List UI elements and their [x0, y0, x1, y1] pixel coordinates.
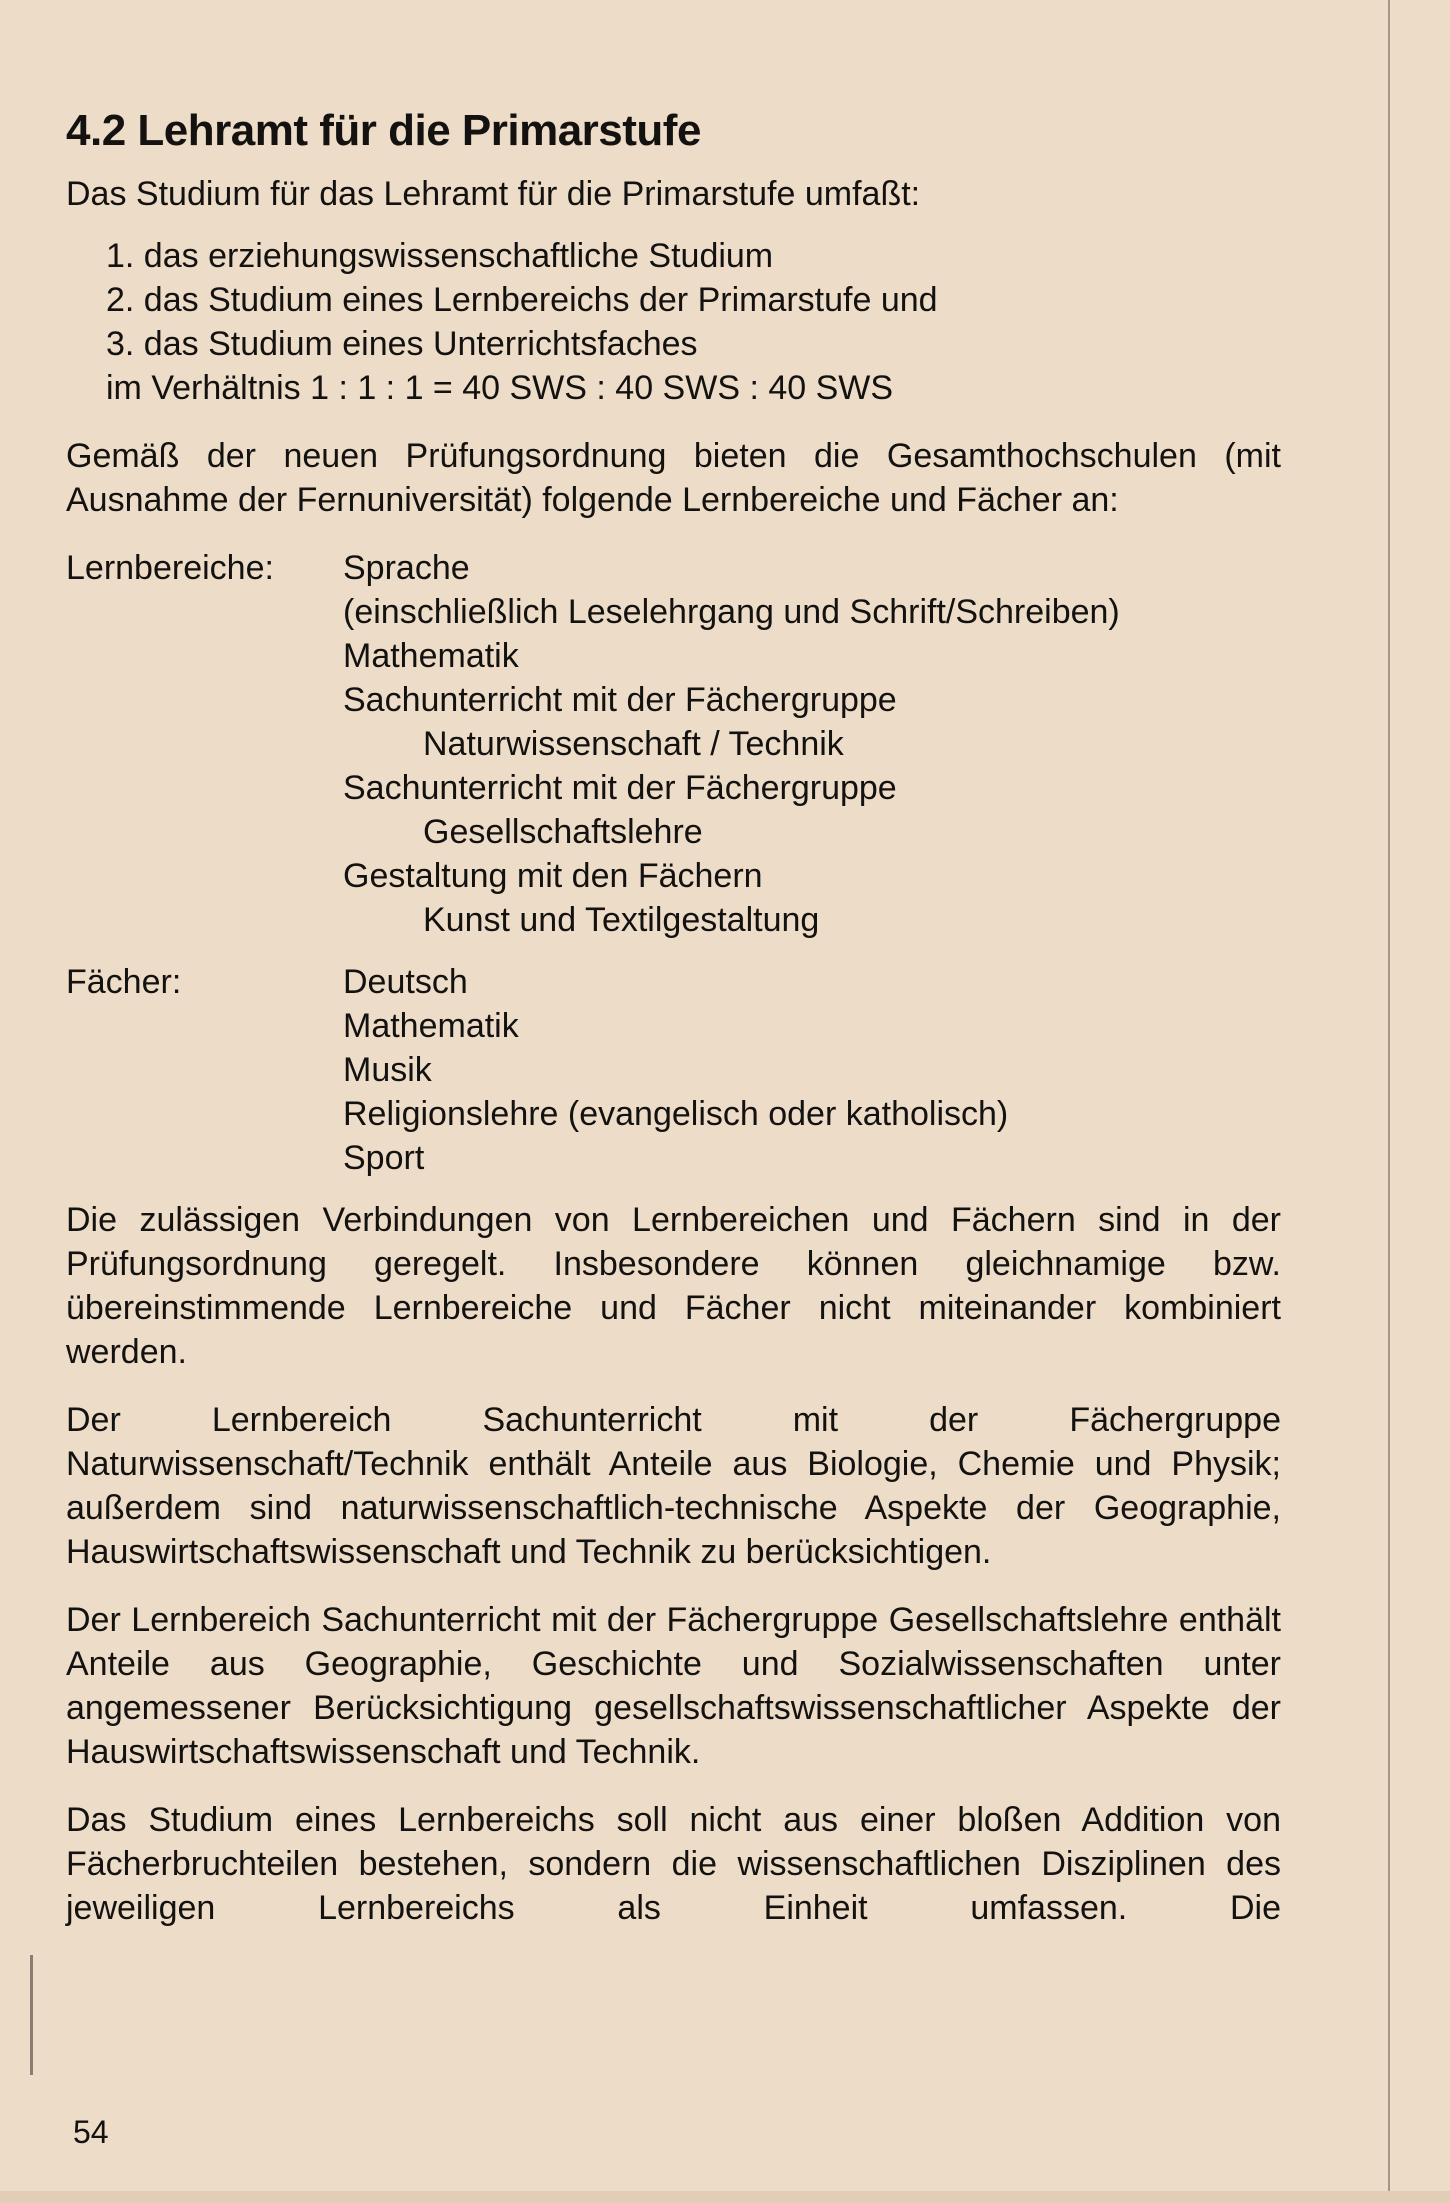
- fach-item: Sport: [343, 1139, 425, 1177]
- lernbereich-item: Sachunterricht mit der Fächergruppe: [343, 681, 897, 719]
- lernbereiche-label: Lernbereiche:: [66, 549, 274, 587]
- ratio-line: im Verhältnis 1 : 1 : 1 = 40 SWS : 40 SWS : 40 SWS: [106, 369, 894, 407]
- page-content: [66, 106, 1281, 1954]
- list-item: 2. das Studium eines Lernbereichs der Primarstufe und: [106, 281, 938, 319]
- page-number: 54: [73, 2114, 109, 2150]
- lernbereich-item: Gestaltung mit den Fächern: [343, 857, 763, 895]
- body-paragraph: Der Lernbereich Sachunterricht mit der Fächergruppe Gesellschaftslehre enthält Anteile aus Geographie, Geschichte und Sozialwissenschaften unter angemessener Berücksichtigung gesellschaftswissenschaftlicher Aspekte der Hauswirtschaftswissenschaft und Technik.: [66, 1601, 1281, 1771]
- binding-mark: [30, 1955, 33, 2075]
- lernbereich-item: (einschließlich Leselehrgang und Schrift/Schreiben): [343, 593, 1120, 631]
- fach-item: Deutsch: [343, 963, 468, 1001]
- page-bottom-edge: [0, 2191, 1450, 2203]
- body-paragraph: Die zulässigen Verbindungen von Lernbereichen und Fächern sind in der Prüfungsordnung geregelt. Insbesondere können gleichnamige bzw. übereinstimmende Lernbereiche und Fächer nicht miteinander kombiniert werden.: [66, 1201, 1281, 1371]
- lernbereich-subitem: Gesellschaftslehre: [423, 813, 703, 851]
- list-item: 3. das Studium eines Unterrichtsfaches: [106, 325, 698, 363]
- fach-item: Religionslehre (evangelisch oder katholisch): [343, 1095, 1009, 1133]
- lernbereich-subitem: Naturwissenschaft / Technik: [423, 725, 844, 763]
- faecher-items: [343, 960, 1281, 1180]
- offer-paragraph: Gemäß der neuen Prüfungsordnung bieten die Gesamthochschulen (mit Ausnahme der Fernuniversität) folgende Lernbereiche und Fächer an:: [66, 437, 1281, 519]
- fach-item: Musik: [343, 1051, 432, 1089]
- fach-item: Mathematik: [343, 1007, 519, 1045]
- faecher-label: Fächer:: [66, 963, 182, 1001]
- page-edge: [1388, 0, 1390, 2203]
- body-paragraph: Der Lernbereich Sachunterricht mit der Fächergruppe Naturwissenschaft/Technik enthält Anteile aus Biologie, Chemie und Physik; außerdem sind naturwissenschaftlich-technische Aspekte der Geographie, Hauswirtschaftswissenschaft und Technik zu berücksichtigen.: [66, 1401, 1281, 1571]
- lernbereich-item: Sprache: [343, 549, 470, 587]
- lernbereich-item: Mathematik: [343, 637, 519, 675]
- list-item: 1. das erziehungswissenschaftliche Studium: [106, 237, 774, 275]
- study-components-list: [66, 234, 1281, 366]
- lernbereiche-block: [66, 546, 1281, 942]
- lernbereich-subitem: Kunst und Textilgestaltung: [423, 901, 820, 939]
- intro-text: Das Studium für das Lehramt für die Primarstufe umfaßt:: [66, 175, 921, 213]
- section-heading: 4.2 Lehramt für die Primarstufe: [66, 106, 701, 155]
- faecher-block: [66, 960, 1281, 1180]
- lernbereiche-items: [343, 546, 1281, 942]
- lernbereich-item: Sachunterricht mit der Fächergruppe: [343, 769, 897, 807]
- body-paragraph: Das Studium eines Lernbereichs soll nicht aus einer bloßen Addition von Fächerbruchteilen bestehen, sondern die wissenschaftlichen Disziplinen des jeweiligen Lernbereichs als Einheit umfassen. Die: [66, 1801, 1281, 1927]
